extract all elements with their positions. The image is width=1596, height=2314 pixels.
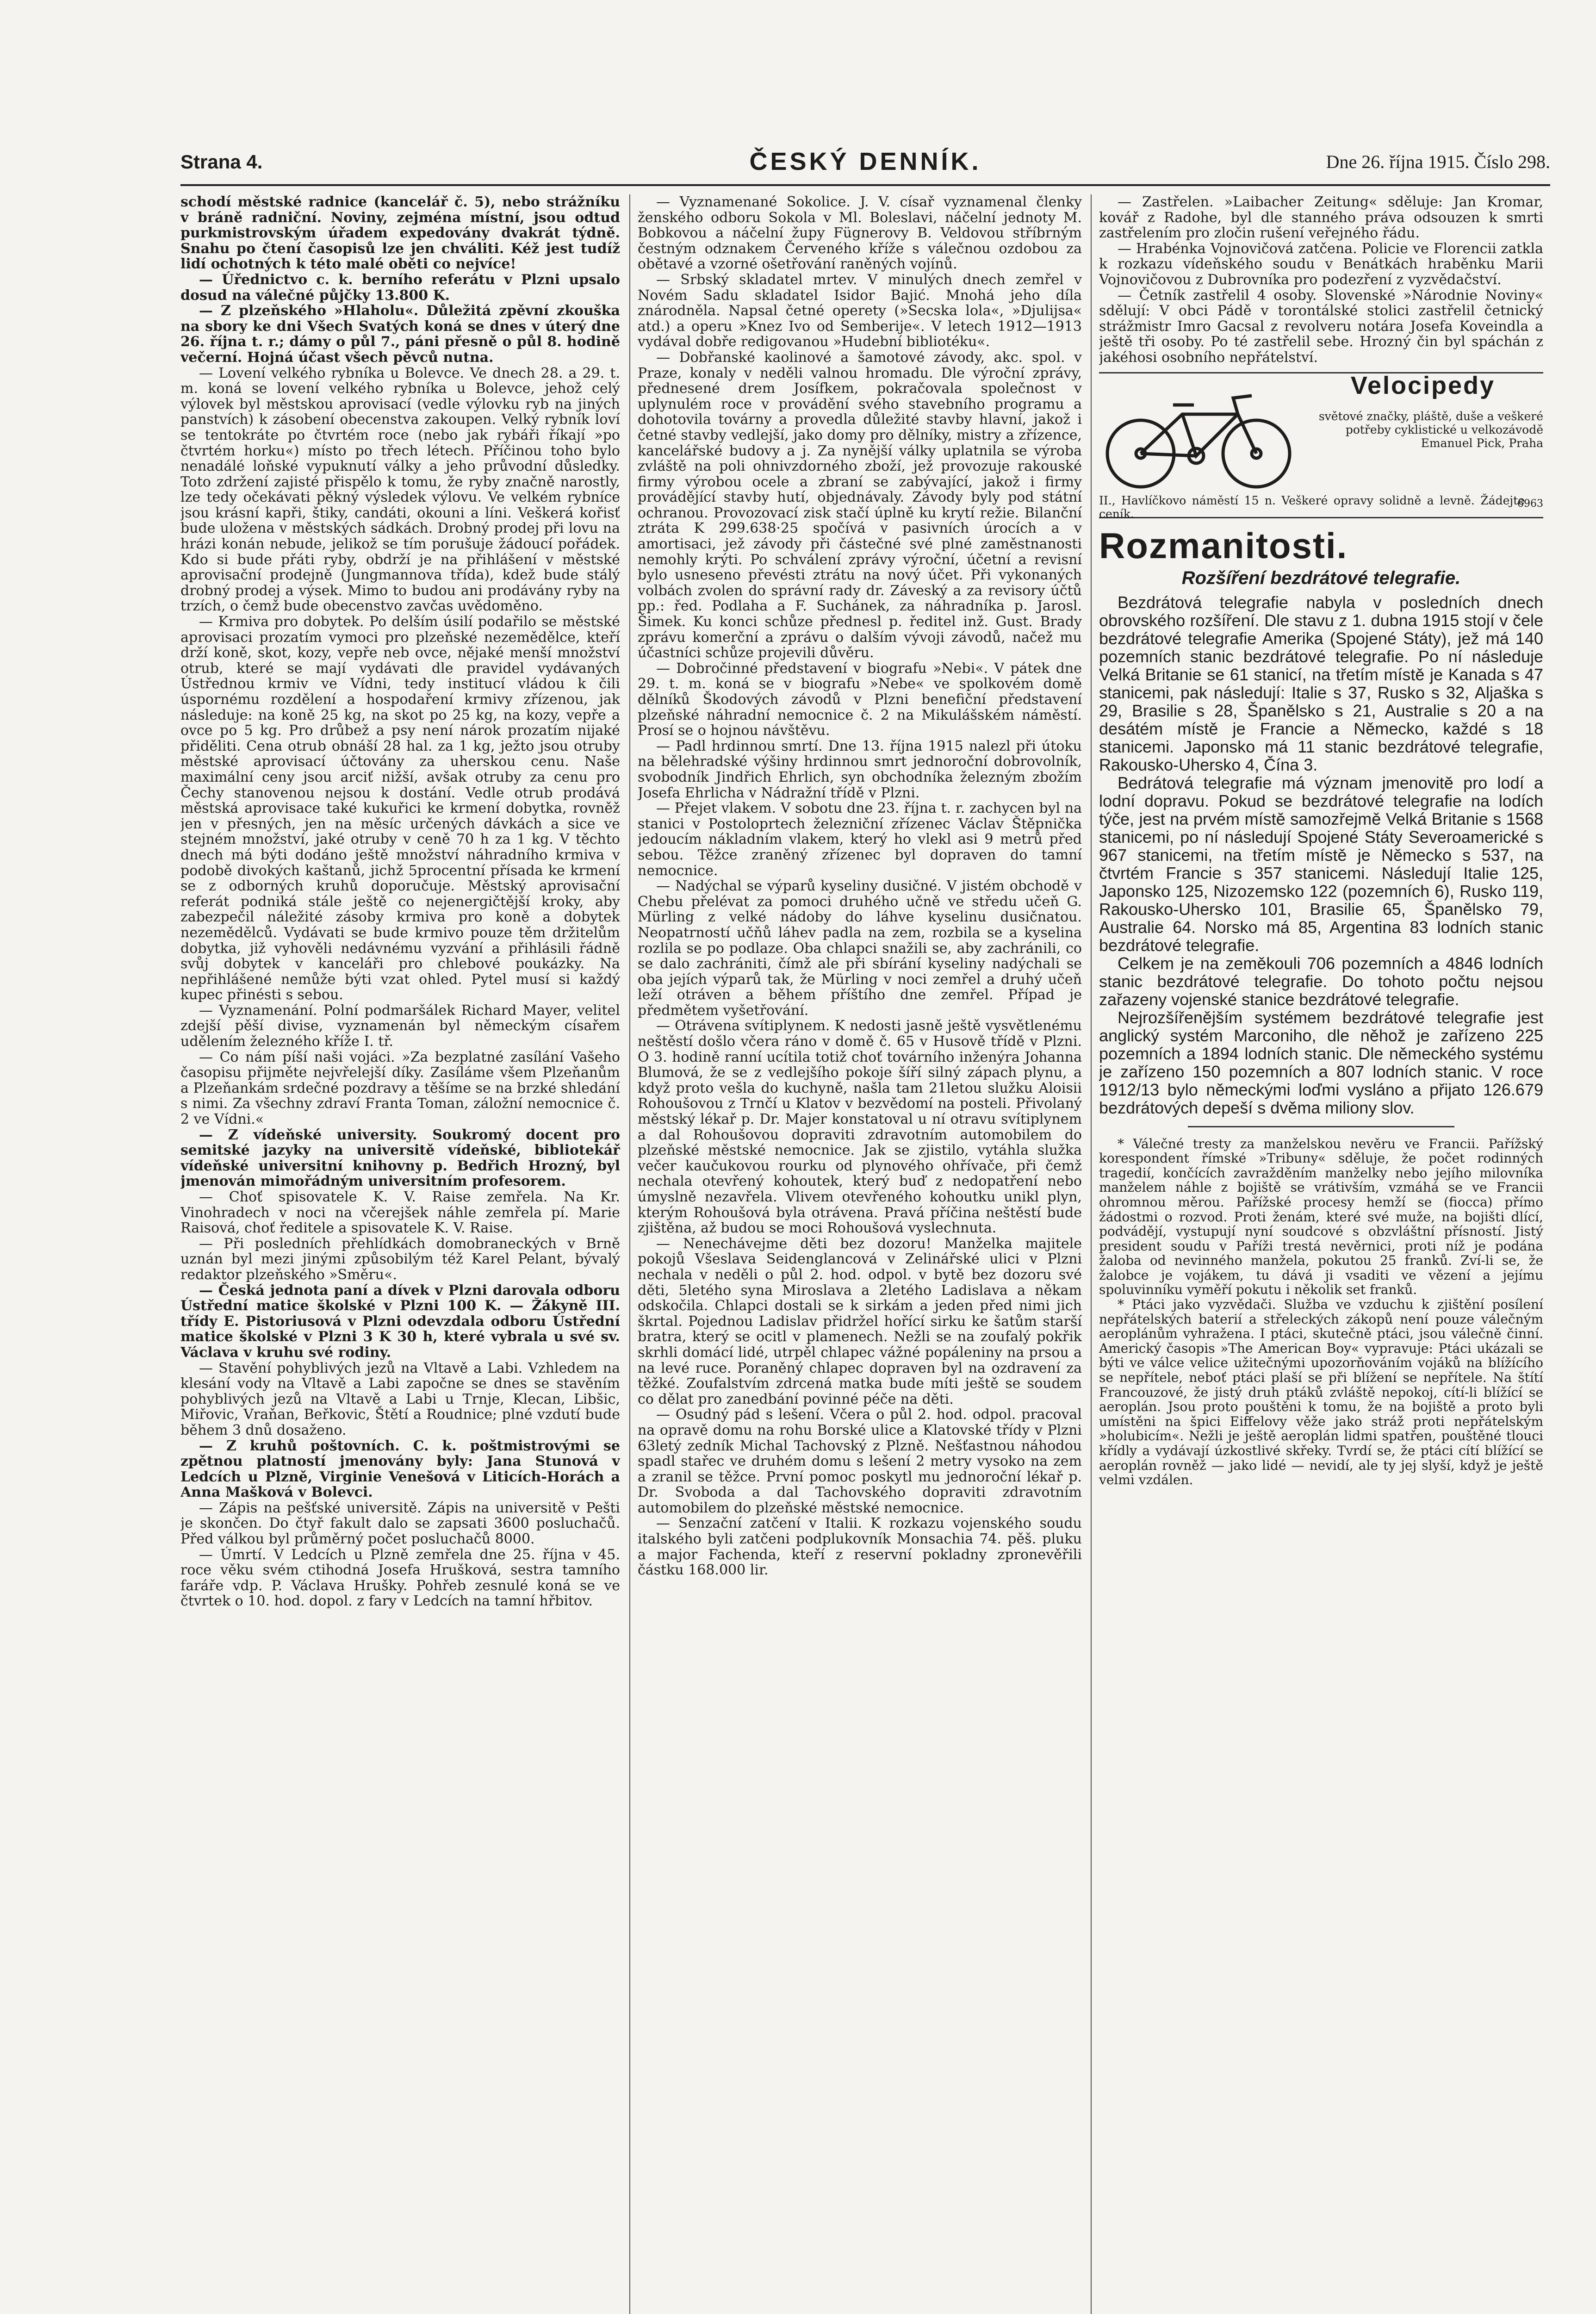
- paragraph: Nejrozšířenějším systémem bezdrátové telegrafie jest anglický systém Marconiho, dle něhož je zařízeno 225 pozemních a 1894 lodních stanic. Dle německého systému je zařízeno 150 pozemních a 807 lodních stanic. V roce 1912/13 bylo německými loďmi vysláno a přijato 126.679 bezdrátových depeší s dvěma miliony slov.: [1099, 1008, 1543, 1117]
- column-3: [1099, 194, 1543, 2314]
- paragraph: — Z plzeňského »Hlaholu«. Důležitá zpěvní zkouška na sbory ke dni Všech Svatých koná se dnes v úterý dne 26. října t. r.; dámy o půl 7., páni přesně o půl 8. hodině večerní. Hojná účast všech pěvců nutna.: [180, 303, 620, 366]
- paragraph: Bedrátová telegrafie má význam jmenovitě pro lodí a lodní dopravu. Pokud se bezdrátové telegrafie na lodích týče, jest na prvém místě samozřejmě Velká Britanie s 1568 stanicemi, po ní následují Spojené Státy Severoamerické s 967 stanicemi, na třetím místě je Německo s 537, na čtvrtém Francie s 357 stanicemi. Následují Italie 125, Japonsko 125, Nizozemsko 122 (pozemních 6), Rusko 119, Rakousko-Uhersko 101, Brasilie 65, Španělsko 79, Australie 64. Norsko má 85, Argentina 83 lodních stanic bezdrátové telegrafie.: [1099, 773, 1543, 955]
- news-items-bottom: [1099, 1137, 1543, 1487]
- column-2: [638, 194, 1082, 2314]
- masthead-title: ČESKÝ DENNÍK.: [749, 148, 981, 175]
- paragraph: — Choť spisovatele K. V. Raise zemřela. Na Kr. Vinohradech v noci na včerejšek náhle zemřela pí. Marie Raisová, choť ředitele a spisovatele K. V. Raise.: [180, 1189, 620, 1237]
- divider: [1188, 1126, 1454, 1127]
- paragraph: schodí městské radnice (kancelář č. 5), nebo strážníku v bráně radniční. Noviny, zejména místní, jsou odtud purkmistrovským úřadem expedovány dvakrát týdně. Snahu po čtení časopisů lze jen chváliti. Kéž jest tudíž lidí ochotných k této malé oběti co nejvíce!: [180, 194, 620, 273]
- bicycle-advertisement: [1099, 371, 1543, 521]
- paragraph: — Úřednictvo c. k. berního referátu v Plzni upsalo dosud na válečné půjčky 13.800 K.: [180, 271, 620, 304]
- paragraph: — Při posledních přehlídkách domobraneckých v Brně uznán byl mezi jinými způsobilým též Karel Pelant, bývalý redaktor plzeňského »Směru«.: [180, 1235, 620, 1283]
- news-items-top: [1099, 194, 1543, 366]
- paragraph: — Vyznamenané Sokolice. J. V. císař vyznamenal členky ženského odboru Sokola v Ml. Boleslavi, náčelní jednoty M. Bobkovou a náčelní župy Fügnerovy B. Veldovou stříbrným čestným odznakem Červeného kříže s válečnou ozdobou za obětavé a vzorné ošetřování raněných vojínů.: [638, 194, 1082, 273]
- paragraph: — Vyznamenání. Polní podmaršálek Richard Mayer, velitel zdejší pěší divise, vyznamenán byl německým císařem udělením železného kříže I. tř.: [180, 1002, 620, 1050]
- paragraph: — Zápis na pešťské universitě. Zápis na universitě v Pešti je skončen. Do čtyř fakult dalo se zapsati 3600 posluchačů. Před válkou byl průměrný počet posluchačů 8000.: [180, 1499, 620, 1548]
- ad-number: 6963: [1517, 498, 1543, 510]
- paragraph: — Nadýchal se výparů kyseliny dusičné. V jistém obchodě v Chebu přelévat za pomoci druhého učně ve středu učeň G. Mürling z velké nádoby do láhve kyselinu dusičnatou. Neopatrností učňů láhev padla na zem, rozbila se a kyselina rozlila se po podlaze. Oba chlapci snažili se, aby zachránili, co se dalo zachrániti, čímž ale při sbírání kyseliny nadýchali se oba jejích výparů tak, že Mürling v noci zemřel a druhý učeň leží otráven a během příštího dne zemřel. Případ je předmětem vyšetřování.: [638, 878, 1082, 1019]
- column-1: [180, 194, 620, 2314]
- paragraph: — Z vídeňské university. Soukromý docent pro semitské jazyky na universitě vídeňské, bibliotekář vídeňské universitní knihovny p. Bedřich Hrozný, byl jmenován mimořádným universitním profesorem.: [180, 1126, 620, 1190]
- paragraph: — Z kruhů poštovních. C. k. poštmistrovými se zpětnou platností jmenovány byly: Jana Stunová v Ledcích u Plzně, Virginie Venešová v Liticích-Horách a Anna Mašková v Bolevci.: [180, 1437, 620, 1501]
- paragraph: — Stavění pohyblivých jezů na Vltavě a Labi. Vzhledem na klesání vody na Vltavě a Labi započne se dnes se stavěním pohyblivých jezů na Vltavě a Labi u Trnje, Klecan, Libšic, Miřovic, Vraňan, Beřkovic, Štětí a Roudnice; plné vzdutí bude během 3 dnů dosaženo.: [180, 1360, 620, 1438]
- page-header: [180, 147, 1550, 186]
- paragraph: * Ptáci jako vyzvědači. Služba ve vzduchu k zjištění posílení nepřátelských baterií a střeleckých zákopů není pouze válečným aeroplánům vyhražena. I ptáci, skutečně ptáci, jsou válečně činní. Americký časopis »The American Boy« vypravuje: Ptáci ukázali se býti ve válce velice užitečnými upozorňováním vojáků na blížícího se nepřítele, neboť ptáci plaší se při blížení se nepřítele. Na štítí Francouzové, že jistý druh ptáků zvláště nepokoj, cítí-li blížící se aeroplán. Jsou proto pouštěni k tomu, že na bojiště a proto byli umístěni na špici Eiffelovy věže jako stráž proti nepřátelským »holubicím«. Nežli je ještě aeroplán lidmi spatřen, pouštěné tlouci křídly a vydávají úzkostlivé skřeky. Tvrdí se, že ptáci cítí blížící se aeroplán rovněž — jako lidé — nevidí, ale ty jej slyší, když je ještě velmi vzdálen.: [1099, 1297, 1543, 1488]
- paragraph: — Zastřelen. »Laibacher Zeitung« sděluje: Jan Kromar, kovář z Radohe, byl dle stanného práva odsouzen k smrti zastřelením pro zločin rušení veřejného řádu.: [1099, 194, 1543, 242]
- paragraph: * Válečné tresty za manželskou nevěru ve Francii. Pařížský korespondent římské »Tribuny« sděluje, že počet rodinných tragedií, končících zavražděním manželky nebo jejího milovníka manželem náhle z bojiště se vrátivším, vzmáhá se ve Francii ohromnou měrou. Pařížské procesy hemží se (fiocca) přímo žádostmi o rozvod. Proti ženám, které své muže, na bojišti dlící, podvádějí, vystupují nyní soudcové s obzvláštní přísností. Jistý president soudu v Paříži trestá nevěrnici, proti níž je podána žaloba od nevinného manžela, pokutou 25 franků. Zví-li se, že žalobce je vojákem, tu dává ji vsaditi ve vězení a jejímu spoluvinníku vyměří pokutu i několik set franků.: [1099, 1136, 1543, 1298]
- paragraph: — Padl hrdinnou smrtí. Dne 13. října 1915 nalezl při útoku na bělehradské výšiny hrdinnou smrt jednoroční dobrovolník, svobodník Jindřich Ehrlich, syn obchodníka železným zbožím Josefa Ehrlicha v Nádražní třídě v Plzni.: [638, 738, 1082, 801]
- paragraph: — Dobřanské kaolinové a šamotové závody, akc. spol. v Praze, konaly v neděli valnou hromadu. Dle výroční zprávy, přednesené drem Josífkem, pokračovala společnost v uplynulém roce v provádění svého stavebního programu a dohotovila továrny a provedla důležité stavby hlavní, jakož i četné stavby vedlejší, jako domy pro dělníky, mistry a zřízence, kancelářské budovy a j. Za nynější války uplatnila se výroba zvláště na poli ohnivzdorného zboží, jež provozuje rakouské firmy výrobou ocele a zbraní se zabývající, jakož i firmy provádějící stavby hutí, objednávaly. Závody byly pod státní ochranou. Provozovací zisk stačí úplně ku krytí režie. Bilanční ztráta K 299.638·25 spočívá v pasivních úrocích a v amortisaci, jež závody při částečné své plné zaměstnanosti nemohly krýti. Po schválení zprávy výroční, účetní a revisní bylo usneseno převésti ztrátu na nový účet. Při vykonaných volbách zvolen do správní rady dr. Záveský a za revisory účtů pp.: řed. Podlaha a F. Suchánek, za náhradníka p. Jarosl. Šimek. Ku konci schůze přednesl p. ředitel inž. Gust. Brady zprávu komerční a zprávu o dalším vývoji závodů, načež mu účastníci schůze projevili důvěru.: [638, 349, 1082, 661]
- paragraph: — Hrabénka Vojnovičová zatčena. Policie ve Florencii zatkla k rozkazu vídeňského soudu v Benátkách hraběnku Marii Vojnovičovou z Dubrovníka pro podezření z vyzvědačství.: [1099, 240, 1543, 288]
- paragraph: — Osudný pád s lešení. Včera o půl 2. hod. odpol. pracoval na opravě domu na rohu Borské ulice a Klatovské třídy v Plzni 63letý zedník Michal Tachovský z Plzně. Nešťastnou náhodou spadl stařec ve druhém domu s lešení 2 metry vysoko na zem a zranil se těžce. První pomoc poskytl mu jednoroční lékař p. Dr. Svoboda a dal Tachovského dopraviti zdravotním automobilem do plzeňské městské nemocnice.: [638, 1406, 1082, 1516]
- section-title: Rozmanitosti.: [1099, 525, 1348, 566]
- paragraph: Bezdrátová telegrafie nabyla v posledních dnech obrovského rozšíření. Dle stavu z 1. dubna 1915 stojí v čele bezdrátové telegrafie Amerika (Spojené Státy), jež má 140 pozemních stanic bezdrátové telegrafie. Po ní následuje Velká Britanie se 61 stanicí, na třetím místě je Kanada s 47 stanicemi, pak následují: Italie s 37, Rusko s 32, Aljaška s 29, Brasilie s 28, Španělsko s 21, Australie s 20 a na desátém místě je Francie a Německo, každé s 18 stanicemi. Japonsko má 11 stanic bezdrátové telegrafie, Rakousko-Uhersko 4, Čína 3.: [1099, 592, 1543, 774]
- ad-text: světové značky, pláště, duše a veškeré potřeby cyklistické u velkozávodě Emanuel Pick, Praha: [1318, 409, 1543, 450]
- bicycle-icon: [1099, 386, 1298, 493]
- paragraph: — Úmrtí. V Ledcích u Plzně zemřela dne 25. října v 45. roce věku svém ctihodná Josefa Hrušková, sestra tamního faráře vdp. P. Václava Hrušky. Pohřeb zesnulé koná se ve čtvrtek o 10. hod. dopol. z fary v Ledcích na tamní hřbitov.: [180, 1546, 620, 1610]
- paragraph: Celkem je na zeměkouli 706 pozemních a 4846 lodních stanic bezdrátové telegrafie. Do tohoto počtu nejsou zařazeny vojenské stanice bezdrátové telegrafie.: [1099, 953, 1543, 1009]
- paragraph: — Srbský skladatel mrtev. V minulých dnech zemřel v Novém Sadu skladatel Isidor Bajić. Mnohá jeho díla znárodněla. Napsal četné operety (»Secska lola«, »Djulijsa« atd.) a operu »Knez Ivo od Semberije«. V letech 1912—1913 vydával dobře redigovanou »Hudební bibliotéku«.: [638, 271, 1082, 350]
- paragraph: — Česká jednota paní a dívek v Plzni darovala odboru Ústřední matice školské v Plzni 100 K. — Žákyně III. třídy E. Pistoriusová v Plzni odevzdala odboru Ústřední matice školské v Plzni 3 K 30 h, které vybrala u své sv. Václava v kruhu své rodiny.: [180, 1282, 620, 1361]
- paragraph: — Přejet vlakem. V sobotu dne 23. října t. r. zachycen byl na stanici v Postoloprtech železniční zřízenec Václav Štěpnička jedoucím nákladním vlakem, který ho vlekl asi 9 metrů před sebou. Těžce zraněný zřízenec byl dopraven do tamní nemocnice.: [638, 800, 1082, 879]
- article-body: [1099, 593, 1543, 1117]
- article-title: Rozšíření bezdrátové telegrafie.: [1181, 567, 1461, 588]
- paragraph: — Otrávena svítiplynem. K nedosti jasně ještě vysvětlenému neštěstí došlo včera ráno v domě č. 65 v Husově třídě v Plzni. O 3. hodině ranní ucítila totiž choť továrního inženýra Johanna Blumová, že se z vedlejšího pokoje šíří silný zápach plynu, a když proto vešla do kuchyně, našla tam 21letou služku Aloisii Rohoušovou z Trnčí u Klatov v bezvědomí na posteli. Přivolaný městský lékař p. Dr. Majer konstatoval u ní otravu svítiplynem a dal Rohoušovou dopraviti zdravotním automobilem do plzeňské městské nemocnice. Jak se zjistilo, vytáhla služka večer kaučukovou rourku od plynového ohřívače, při čemž nechala otevřený kohoutek, který buď z nedopatření nebo úmyslně nezavřela. Vlivem otevřeného kohoutku unikl plyn, kterým Rohoušová byla otrávena. Pravá příčina neštěstí bude zjištěna, až budou se moci Rohoušová vyslechnuta.: [638, 1018, 1082, 1237]
- paragraph: — Četník zastřelil 4 osoby. Slovenské »Národnie Noviny« sdělují: V obci Pádě v torontálské stolici zastřelil četnický strážmistr Imro Gacsal z revolveru notára Josefa Koveindla a ještě tři osoby. Po té zastřelil sebe. Hrozný čin byl spáchán z jakéhosi osobního nepřátelství.: [1099, 287, 1543, 366]
- column-rule: [1091, 194, 1092, 2314]
- paragraph: — Nenechávejme děti bez dozoru! Manželka majitele pokojů Všeslava Seidenglancová v Zelinářské ulici v Plzni nechala v neděli o půl 2. hod. odpol. v bytě bez dozoru své děti, 5letého syna Miroslava a 2letého Ladislava a někam odskočila. Chlapci dostali se k sirkám a jeden před nimi jich škrtal. Pojednou Ladislav přidržel hořící sirku ke šatům starší bratra, který se ocitl v plamenech. Nežli se na zoufalý pokřik skrhli domácí lidé, utrpěl chlapec vážné popáleniny na prsou a na levé ruce. Poraněný chlapec dopraven byl na ozdravení za těžké. Zoufalstvím zdrcená matka bude míti ještě se soudem co dělat pro zanedbání povinné péče na děti.: [638, 1235, 1082, 1407]
- issue-date: Dne 26. října 1915. Číslo 298.: [1326, 151, 1550, 172]
- paragraph: — Krmiva pro dobytek. Po delším úsilí podařilo se městské aprovisaci prozatím vymoci pro plzeňské nezemědělce, kteří drží koně, skot, kozy, vepře neb ovce, nějaké menší množství otrub, které se mají vydávati dle pravidel vydávaných Ústřednou krmiv ve Vídni, tedy institucí vládou k čili úspornému rozdělení a hospodaření krmivy zřízenou, jak následuje: na koně 25 kg, na skot po 25 kg, na kozy, vepře a ovce po 5 kg. Pro drůbež a psy není nárok prozatím nijaké přiděliti. Cena otrub obnáší 28 hal. za 1 kg, ježto jsou otruby městské aprovisací účtovány za uherskou cenu. Naše maximální ceny jsou arciť nižší, avšak otruby za cenu pro Čechy stanovenou nejsou k dostání. Vedle otrub prodává městská aprovisace také kukuřici ke krmení dobytka, rovněž jen v přesných, jen na měsíc určených dávkách a sice ve stejném množství, jaké otruby v ceně 70 h za 1 kg. V těchto dnech má býti dodáno ještě množství náhradního krmiva v podobě divokých kaštanů, jichž 5procentní přísada ke krmení se z odborných kruhů doporučuje. Městský aprovisační referát podniká stále ještě co nejenergičtější kroky, aby zabezpečil náležité zásoby krmiva pro koně a dobytek nezemědělců. Vydávati se bude krmivo pouze těm držitelům dobytka, již vyhověli nedávnému vyzvání a přihlásili řádně svůj dobytek v kanceláři pro chlebové poukázky. Na nepřihlášené nemůže býti vzat ohled. Pytel musí si každý kupec přinésti s sebou.: [180, 614, 620, 1003]
- paragraph: — Lovení velkého rybníka u Bolevce. Ve dnech 28. a 29. t. m. koná se lovení velkého rybníka u Bolevce, jehož celý výlovek byl městskou aprovisací (vedle výlovku ryb na jiných panstvích) k zásobení obecenstva zakoupen. Velký rybník loví se tentokráte po čtvrtém roce (nebo jak rybáři říkají »po čtvrtém horku«) místo po třech létech. Příčinou toho bylo nenadálé loňské vypuknutí války a jeho průvodní důsledky. Toto zdržení zajisté přispělo k tomu, že ryby značně narostly, lze tedy očekávati pěkný výsledek výlovu. Ve velkém rybníce jsou krásní kapři, štiky, candáti, okouni a líni. Veškerá kořisť bude uložena v městských sádkách. Drobný prodej při lovu na hrázi konán nebude, jelikož se tím porušuje žádoucí pořádek. Kdo si bude přáti ryby, obdrží je na přihlášení v městské aprovisační prodejně (Jungmannova třída), kdež bude stálý drobný prodej a výsek. Mimo to budou ani prodávány ryby na trzích, o čemž bude obecenstvo zavčas uvědoměno.: [180, 365, 620, 615]
- paragraph: — Dobročinné představení v biografu »Nebi«. V pátek dne 29. t. m. koná se v biografu »Nebe« ve spolkovém domě dělníků Škodových závodů v Plzni benefiční představení plzeňské náhradní nemocnice č. 2 na Mikulášském náměstí. Prosí se o hojnou návštěvu.: [638, 660, 1082, 739]
- ad-address: II., Havlíčkovo náměstí 15 n. Veškeré opravy solidně a levně. Žádejte ceník.: [1099, 493, 1525, 521]
- ad-title: Velocipedy: [1350, 371, 1496, 399]
- column-rule: [629, 194, 630, 2314]
- page-number: Strana 4.: [180, 151, 263, 173]
- paragraph: — Senzační zatčení v Italii. K rozkazu vojenského soudu italského byli zatčeni podplukovník Monsachia 74. pěš. pluku a major Fachenda, kteří z reservní pokladny zpronevěřili částku 168.000 lir.: [638, 1515, 1082, 1579]
- paragraph: — Co nám píší naši vojáci. »Za bezplatné zasílání Vašeho časopisu přijměte nejvřelejší díky. Zasíláme všem Plzeňanům a Plzeňankám srdečné pozdravy a těšíme se na brzké shledání s nimi. Za všechny zdraví Franta Toman, záložní nemocnice č. 2 ve Vídni.«: [180, 1049, 620, 1128]
